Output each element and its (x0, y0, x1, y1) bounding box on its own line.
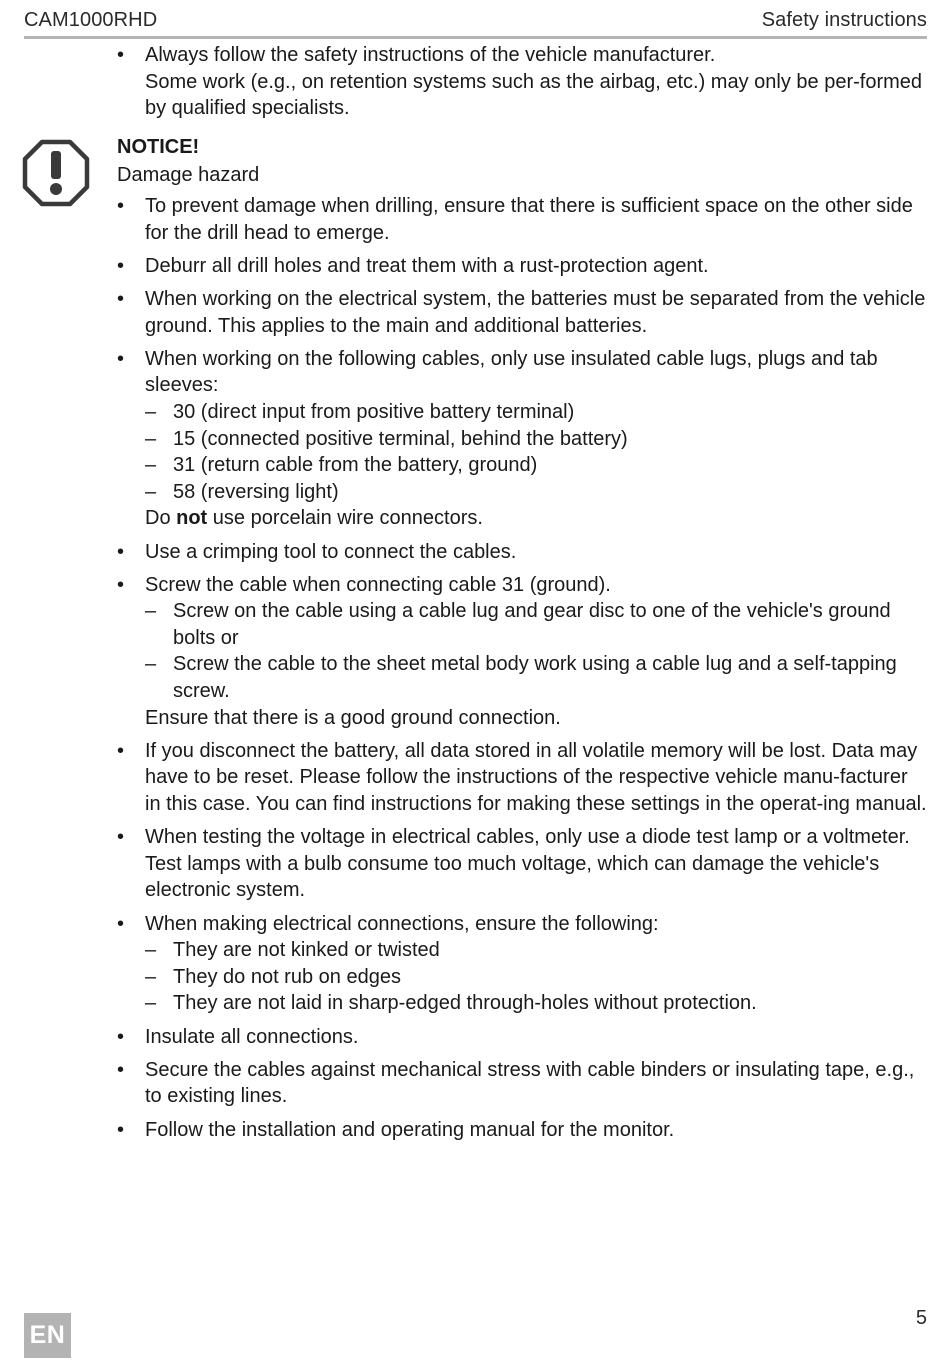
page-number: 5 (915, 1307, 927, 1329)
ground-note: Ensure that there is a good ground connection. (145, 706, 561, 729)
intro-list (117, 42, 927, 122)
sublist-item: – 31 (return cable from the battery, ground) (145, 452, 927, 479)
section-title: Safety instructions (761, 9, 927, 31)
bullet-text: If you disconnect the battery, all data stored in all volatile memory will be lost. Data may have to be reset. Please follow the instructions of the respective vehicle manu-facturer in this case. You can find instructions for making these settings in the operat-ing manual. (145, 739, 927, 816)
language-badge: EN (24, 1313, 71, 1358)
sublist-item: – 30 (direct input from positive battery terminal) (145, 399, 927, 426)
bullet-text: Insulate all connections. (145, 1025, 359, 1048)
list-item (117, 193, 927, 246)
sublist-item: – They do not rub on edges (145, 964, 927, 991)
sublist-item: – Screw on the cable using a cable lug and gear disc to one of the vehicle's ground bolts or (145, 598, 927, 651)
bullet-text: • When working on the following cables, only use insulated cable lugs, plugs and tab sleeves: (145, 347, 878, 397)
sublist-item: – Screw the cable to the sheet metal body work using a cable lug and a self-tapping screw. (145, 651, 927, 704)
notice-subtitle: Damage hazard (117, 164, 260, 186)
sublist-item: – They are not laid in sharp-edged through-holes without protection. (145, 990, 927, 1017)
list-item (117, 346, 927, 532)
list-item (117, 1057, 927, 1110)
sublist-item: – 15 (connected positive terminal, behind the battery) (145, 426, 927, 453)
list-item (117, 738, 927, 818)
bullet-text: Deburr all drill holes and treat them with a rust-protection agent. (145, 254, 709, 277)
cable-sublist (145, 399, 927, 505)
list-item (117, 572, 927, 732)
list-item (117, 253, 927, 280)
exclamation-octagon-icon (22, 139, 90, 207)
notice-title: NOTICE! (117, 136, 200, 158)
ground-sublist (145, 598, 927, 704)
list-item (117, 539, 927, 566)
intro-section (117, 42, 927, 128)
bullet-text: Secure the cables against mechanical stress with cable binders or insulating tape, e.g., to existing lines. (145, 1058, 915, 1108)
bullet-text: • When testing the voltage in electrical cables, only use a diode test lamp or a voltmeter. (145, 826, 910, 849)
page-header (24, 7, 927, 39)
bullet-text: • When making electrical connections, ensure the following: (145, 912, 659, 935)
list-item (117, 42, 927, 122)
list-item (117, 286, 927, 339)
bullet-text: Use a crimping tool to connect the cables. (145, 540, 517, 563)
bullet-text: When working on the electrical system, the batteries must be separated from the vehicle ground. This applies to the main and additional batteries. (145, 287, 926, 337)
sublist-item: – They are not kinked or twisted (145, 937, 927, 964)
bullet-text: To prevent damage when drilling, ensure that there is sufficient space on the other side for the drill head to emerge. (145, 195, 913, 244)
list-item (117, 1117, 927, 1144)
bullet-text: • Screw the cable when connecting cable 31 (ground). (145, 573, 611, 596)
bullet-text: • Always follow the safety instructions of the vehicle manufacturer. (145, 44, 716, 66)
list-item (117, 1024, 927, 1051)
bullet-text: Test lamps with a bulb consume too much voltage, which can damage the vehicle's electronic system. (145, 852, 880, 902)
sublist-item: – 58 (reversing light) (145, 479, 927, 506)
list-item (117, 824, 927, 904)
notice-list (117, 193, 927, 1143)
bullet-text: Follow the installation and operating manual for the monitor. (145, 1118, 675, 1141)
cables-note: Do not use porcelain wire connectors. (145, 507, 483, 530)
notice-section (117, 133, 927, 1150)
document-model: CAM1000RHD (24, 9, 158, 31)
list-item (117, 911, 927, 1017)
bullet-text: Some work (e.g., on retention systems such as the airbag, etc.) may only be per-formed by qualified specialists. (145, 70, 923, 120)
emphasis: not (176, 507, 208, 530)
connections-sublist (145, 937, 927, 1017)
